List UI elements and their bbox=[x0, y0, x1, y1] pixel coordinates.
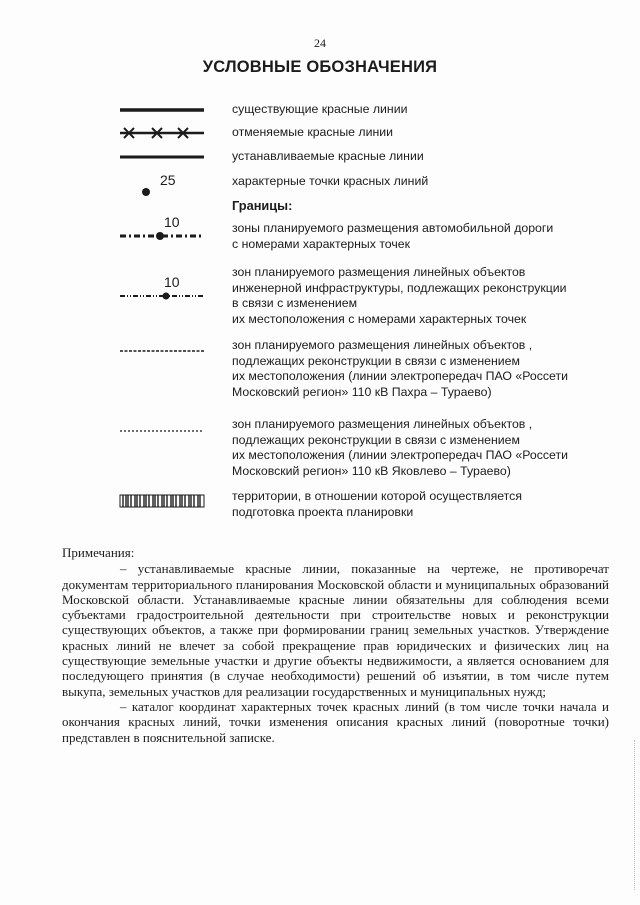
char-point-dot-icon bbox=[140, 186, 152, 198]
notes-item-coordinates-catalog: – каталог координат характерных точек красных линий (в том числе точки начала и окончания красных линий, точки изменения описания красных линий (поворотные точки) представлен в пояснительной записке. bbox=[62, 698, 609, 745]
char-point-number: 25 bbox=[160, 172, 176, 188]
power-line-pakhra-zone-symbol bbox=[118, 347, 208, 355]
infra-zone-point-number: 10 bbox=[164, 274, 180, 290]
scan-edge-artifact bbox=[634, 740, 636, 890]
legend-existing-red-lines: существующие красные линии bbox=[232, 102, 408, 116]
road-zone-point-number: 10 bbox=[164, 214, 180, 230]
page-title: УСЛОВНЫЕ ОБОЗНАЧЕНИЯ bbox=[202, 58, 438, 76]
legend-planning-territory: территории, в отношении которой осуществляется подготовка проекта планировки bbox=[232, 489, 522, 519]
existing-red-line-symbol bbox=[118, 105, 208, 115]
boundaries-heading: Границы: bbox=[232, 198, 293, 213]
legend-power-line-yakovlevo-turaevo: зон планируемого размещения линейных объектов , подлежащих реконструкции в связи с изменением их местоположения (линии электропередач ПАО «Россети Московский регион» 110 кВ Яковлево – Тураево) bbox=[232, 417, 568, 478]
planning-territory-hatch-symbol bbox=[118, 494, 208, 508]
legend-cancelled-red-lines: отменяемые красные линии bbox=[232, 125, 393, 139]
notes-title: Примечания: bbox=[62, 545, 135, 560]
legend-characteristic-points: характерные точки красных линий bbox=[232, 174, 429, 188]
legend-established-red-lines: устанавливаемые красные линии bbox=[232, 149, 424, 163]
notes-item-red-lines: – устанавливаемые красные линии, показанные на чертеже, не противоречат документам территориального планирования Московской области и муниципальных образований Московской области. Устанавливаемые красные линии обязательны для соблюдения всеми субъектами градостроительной деятельности при строительстве новых и реконструкции существующих объектов, а также при формировании границ земельных участков. Утверждение красных линий не влечет за собой прекращение прав юридических и физических лиц на существующие земельные участки и другие объекты недвижимости, а является основанием для последующего принятия (в случае необходимости) решений об изъятии, в том числе путем выкупа, земельных участков для реализации государственных и муниципальных нужд; bbox=[62, 561, 609, 699]
legend-power-line-pakhra-turaevo: зон планируемого размещения линейных объектов , подлежащих реконструкции в связи с изменением их местоположения (линии электропередач ПАО «Россети Московский регион» 110 кВ Пахра – Тураево) bbox=[232, 338, 568, 399]
legend-road-zone: зоны планируемого размещения автомобильной дороги с номерами характерных точек bbox=[232, 221, 554, 251]
infra-zone-boundary-symbol bbox=[118, 290, 208, 302]
established-red-line-symbol bbox=[118, 152, 208, 162]
page-number: 24 bbox=[314, 36, 326, 50]
legend-infrastructure-zone: зон планируемого размещения линейных объектов инженерной инфраструктуры, подлежащих реконструкции в связи с изменением их местоположения с номерами характерных точек bbox=[232, 265, 567, 326]
notes-section bbox=[62, 545, 609, 745]
cancelled-red-line-symbol bbox=[118, 126, 208, 140]
road-zone-boundary-symbol bbox=[118, 230, 208, 242]
power-line-yakovlevo-zone-symbol bbox=[118, 427, 208, 435]
